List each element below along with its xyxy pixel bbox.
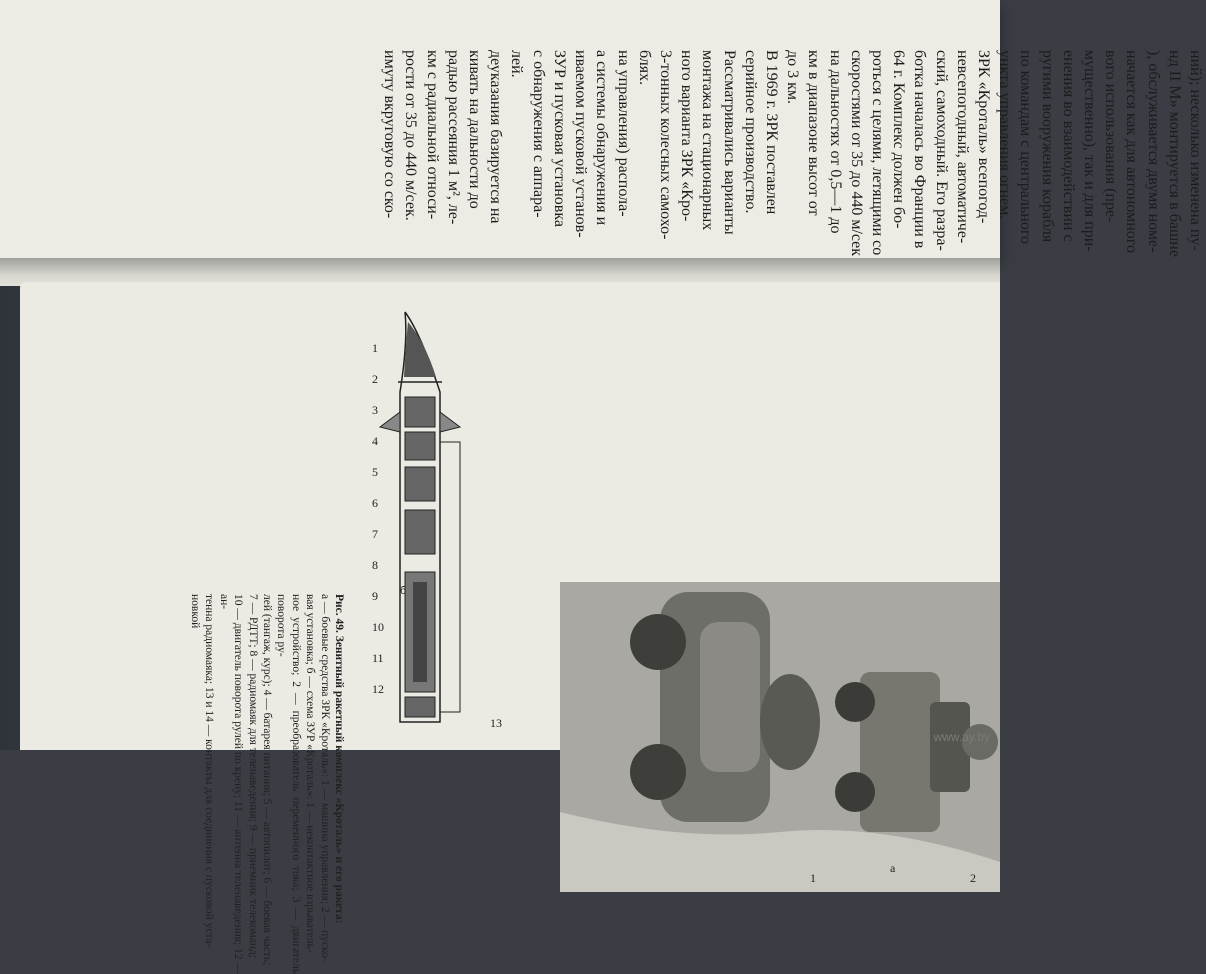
text-line: 64 г. Комплекс должен бо- (890, 50, 908, 229)
text-line: В 1969 г. ЗРК поставлен (762, 50, 780, 215)
text-line: имуту вкруговую со ско- (381, 50, 399, 219)
caption-line: тенна радиомаяка; 13 и 14 — контакты для соединения с пусковой уста- (203, 594, 216, 948)
diagram-number: 5 (372, 465, 378, 479)
caption-area (188, 594, 578, 974)
text-line: серийное производство. (741, 50, 759, 214)
text-line: рости от 35 до 440 м/сек. (402, 50, 420, 221)
diagram-number: 9 (372, 589, 378, 603)
text-line: Рассматривались варианты (720, 50, 738, 235)
text-line: радью рассеяния 1 м², ле- (444, 50, 462, 225)
photo-label-2: 2 (970, 871, 976, 885)
caption-line: 10 — двигатель поворота рулей по крену; 11 — антенна теленаведения; 12 — ан- (217, 594, 245, 974)
diagram-number: 8 (372, 558, 378, 572)
text-line: ного варианта ЗРК «Кро- (678, 50, 696, 222)
text-line: деуказания базируется на (487, 50, 505, 224)
text-page (0, 0, 1204, 258)
text-line: ), обслуживается двумя номе- (1144, 50, 1162, 253)
text-line: ботка началась во Франции в (911, 50, 929, 249)
text-line: ский, самоходный. Его разра- (932, 50, 950, 251)
caption-line: ное устройство; 2 — преобразователь переменного тока; 3 — двигатель поворота ру- (275, 594, 302, 974)
text-line: лей. (508, 50, 526, 78)
text-line: км в диапазоне высот от (805, 50, 823, 216)
text-line: скоростями от 35 до 440 м/сек (847, 50, 865, 257)
text-line: с обнаружения с аппара- (529, 50, 547, 218)
text-line: невсепогодный, автоматиче- (953, 50, 971, 244)
text-line: иваемом пусковой установ- (572, 50, 590, 238)
text-line: ЗРК «Кроталь» всепогод- (974, 50, 992, 224)
caption-title-line: Рис. 49. Зенитный ракетный комплекс «Кроталь» и его ракета: (333, 594, 345, 924)
text-line: а системы обнаружения и (593, 50, 611, 226)
caption-line: новкой (188, 594, 201, 629)
diagram-number: 1 (372, 341, 378, 355)
text-line: блях. (635, 50, 653, 86)
diagram-number: 6 (372, 496, 378, 510)
text-line: на дальностях от 0,5—1 до (826, 50, 844, 234)
text-column (254, 50, 1206, 270)
text-line: вого использования (пре- (1102, 50, 1120, 223)
text-line: мущественно), так и для при- (1080, 50, 1098, 252)
diagram-number: 11 (372, 651, 384, 665)
diagram-number: 4 (372, 434, 378, 448)
text-line: ний); несколько изменена пу- (1187, 50, 1204, 251)
caption-line: а — боевые средства ЗРК «Кроталь»: 1 — машина управления; 2 — пуско- (318, 594, 331, 962)
text-line: енения во взаимодействии с (1059, 50, 1077, 242)
diagram-letter: б (400, 583, 407, 597)
photo-label-a: а (890, 861, 896, 875)
text-line: на управления) распола- (614, 50, 632, 217)
text-line: начается как для автономного (1123, 50, 1141, 253)
photo-label-1: 1 (810, 871, 816, 885)
text-line: 3-тонных колесных самохо- (656, 50, 674, 240)
diagram-number: 7 (372, 527, 378, 541)
text-line: ругими вооружения корабля (1038, 50, 1056, 243)
watermark: www.ay.by (933, 730, 990, 744)
text-line: роться с целями, летящими со (868, 50, 886, 256)
figure-caption (188, 594, 346, 974)
figure-page (20, 282, 1000, 974)
text-line: нд II М» монтируется в башне (1165, 50, 1183, 257)
text-line: ункта управления огнем. (996, 50, 1014, 220)
caption-line: лей (тангаж, курс); 4 — батарея питания; 5 — автопилот; 6 — боевая часть; (260, 594, 273, 966)
text-line: монтажа на стационарных (699, 50, 717, 231)
caption-line: 7 — РДТТ; 8 — радиомаяк для теленаведения; 9 — приемник телекоманд; (246, 594, 259, 959)
diagram-number: 12 (372, 682, 384, 696)
diagram-number: 2 (372, 372, 378, 386)
text-line: ЗУР и пусковая установка (550, 50, 568, 227)
text-line: до 3 км. (784, 50, 802, 105)
diagram-number: 10 (372, 620, 384, 634)
text-line: по командам с центрального (1017, 50, 1035, 245)
text-line: км с радиальной относи- (423, 50, 441, 220)
text-line: кивать на дальности до (466, 50, 484, 209)
caption-line: вая установка; б — схема ЗУР «Кроталь»: 1 — неконтактное взрыватель- (304, 594, 317, 953)
diagram-number: 3 (372, 403, 378, 417)
diagram-number-13: 13 (490, 716, 502, 730)
